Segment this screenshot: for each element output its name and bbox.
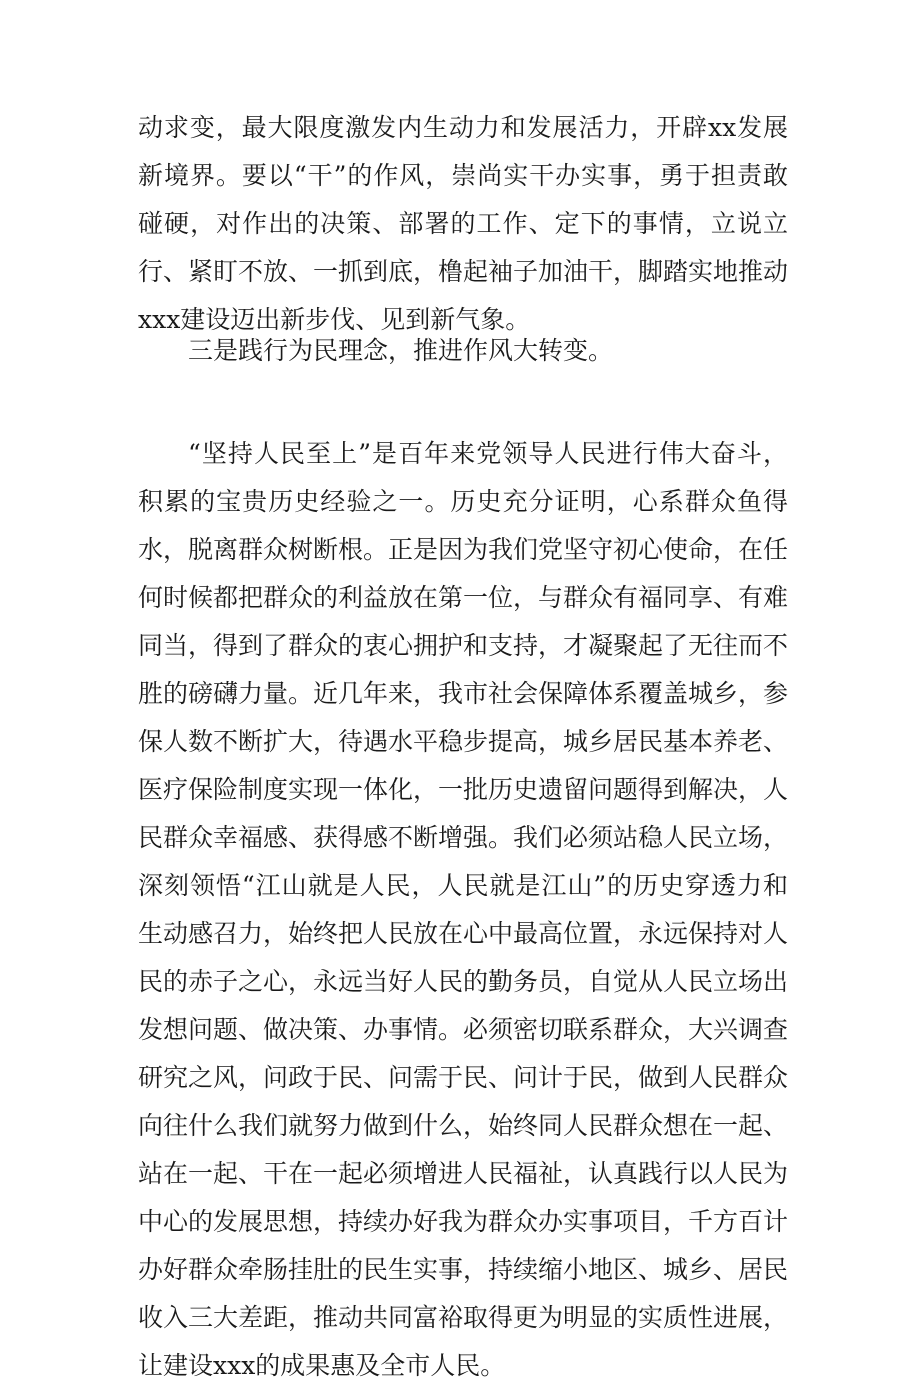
paragraph-continuation: 动求变，最大限度激发内生动力和发展活力，开辟xx发展新境界。要以“干”的作风，崇尚实干办实事，勇于担责敢碰硬，对作出的决策、部署的工作、定下的事情，立说立行、紧盯不放、一抓到底，橹起袖子加油干，脚踏实地推动xxx建设迈出新步伐、见到新气象。 xyxy=(138,113,789,334)
section-heading: 三是践行为民理念，推进作风大转变。 xyxy=(188,336,614,365)
paragraph-body: “坚持人民至上”是百年来党领导人民进行伟大奋斗，积累的宝贵历史经验之一。历史充分证明，心系群众鱼得水，脱离群众树断根。正是因为我们党坚守初心使命，在任何时候都把群众的利益放在第一位，与群众有福同享、有难同当，得到了群众的衷心拥护和支持，才凝聚起了无往而不胜的磅礴力量。近几年来，我市社会保障体系覆盖城乡，参保人数不断扩大，待遇水平稳步提高，城乡居民基本养老、医疗保险制度实现一体化，一批历史遗留问题得到解决，人民群众幸福感、获得感不断增强。我们必须站稳人民立场，深刻领悟“江山就是人民，人民就是江山”的历史穿透力和生动感召力，始终把人民放在心中最高位置，永远保持对人民的赤子之心，永远当好人民的勤务员，自觉从人民立场出发想问题、做决策、办事情。必须密切联系群众，大兴调查研究之风，问政于民、问需于民、问计于民，做到人民群众向往什么我们就努力做到什么，始终同人民群众想在一起、站在一起、干在一起必须增进人民福祉，认真践行以人民为中心的发展思想，持续办好我为群众办实事项目，千方百计办好群众牵肠挂肚的民生实事，持续缩小地区、城乡、居民收入三大差距，推动共同富裕取得更为明显的实质性进展，让建设xxx的成果惠及全市人民。 xyxy=(138,439,789,1380)
